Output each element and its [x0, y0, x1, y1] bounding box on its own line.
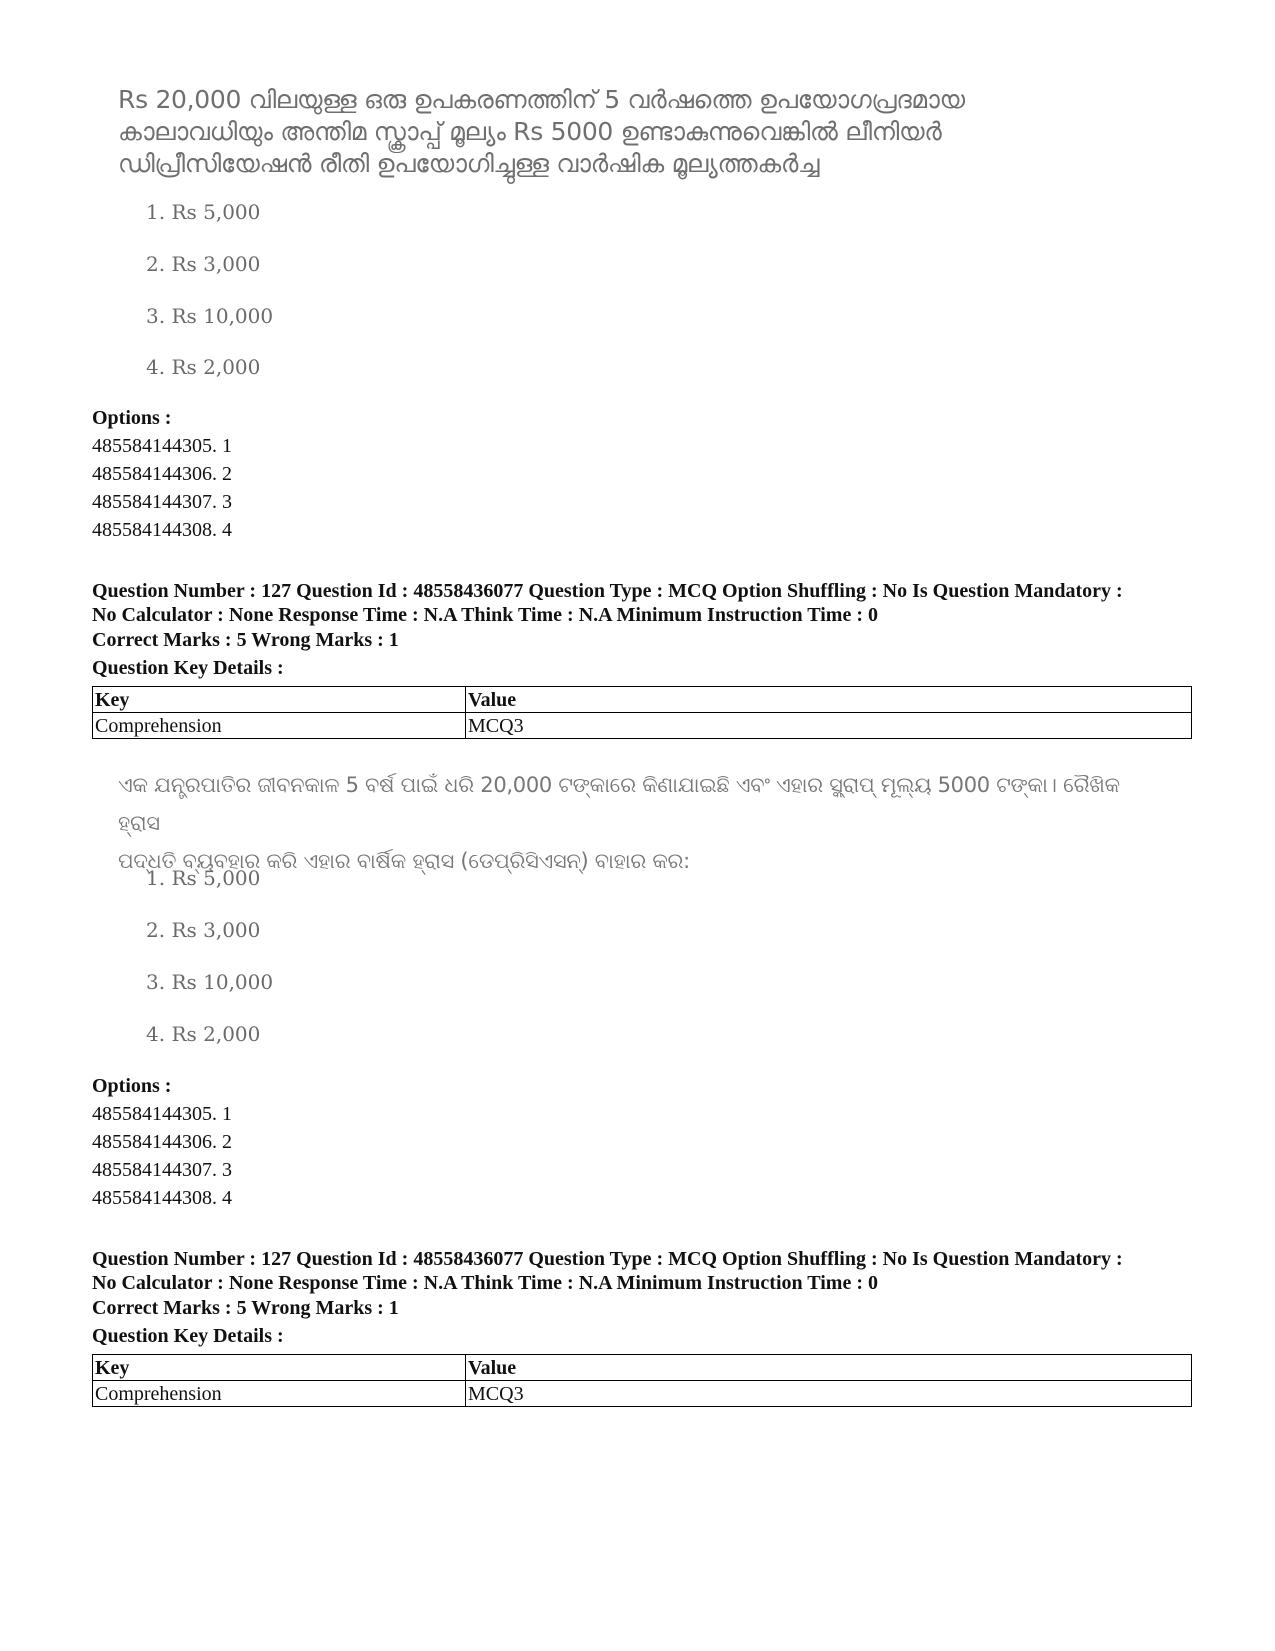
table-cell: MCQ3 — [466, 1381, 1192, 1407]
question-meta-line: Question Number : 127 Question Id : 48558436077 Question Type : MCQ Option Shuffling : No Is Question Mandatory : — [92, 580, 1123, 602]
option-id-line: 485584144305. 1 — [92, 1103, 232, 1125]
question-stem-line: ପଦ୍ଧତି ବ୍ୟବହାର କରି ଏହାର ବାର୍ଷିକ ହ୍ରାସ (ଡେପ୍ରିସିଏସନ୍) ବାହାର କର: — [118, 849, 690, 873]
table-cell: Comprehension — [93, 713, 466, 739]
key-details-table — [92, 686, 1192, 739]
key-details-label: Question Key Details : — [92, 657, 284, 679]
choice-2: 2. Rs 3,000 — [146, 252, 261, 276]
choice-3: 3. Rs 10,000 — [146, 970, 274, 994]
question-meta-line: No Calculator : None Response Time : N.A Think Time : N.A Minimum Instruction Time : 0 — [92, 1272, 878, 1294]
options-block — [92, 404, 1192, 544]
option-id-line: 485584144307. 3 — [92, 1159, 232, 1181]
options-label: Options : — [92, 407, 172, 429]
option-id-line: 485584144306. 2 — [92, 463, 232, 485]
choice-4: 4. Rs 2,000 — [146, 355, 261, 379]
marks-line: Correct Marks : 5 Wrong Marks : 1 — [92, 1297, 399, 1319]
table-header-cell: Key — [93, 1355, 466, 1381]
key-details-table — [92, 1354, 1192, 1407]
table-header-cell: Value — [466, 687, 1192, 713]
choice-2: 2. Rs 3,000 — [146, 918, 261, 942]
question-image-odia — [118, 766, 1158, 1046]
table-header-row — [93, 1355, 1192, 1381]
table-row — [93, 1381, 1192, 1407]
option-id-line: 485584144308. 4 — [92, 519, 232, 541]
options-block — [92, 1072, 1192, 1212]
question-stem-line: ഡിപ്രീസിയേഷൻ രീതി ഉപയോഗിച്ചുള്ള വാർഷിക മൂല്യത്തകർച്ച — [118, 149, 820, 178]
question-stem-line: Rs 20,000 വിലയുള്ള ഒരു ഉപകരണത്തിന് 5 വർഷത്തെ ഉപയോഗപ്രദമായ — [118, 85, 965, 114]
choice-4: 4. Rs 2,000 — [146, 1022, 261, 1046]
question-meta — [92, 579, 1202, 627]
question-meta-line: Question Number : 127 Question Id : 48558436077 Question Type : MCQ Option Shuffling : No Is Question Mandatory : — [92, 1248, 1123, 1270]
question-image-malayalam — [118, 84, 1158, 379]
table-header-cell: Value — [466, 1355, 1192, 1381]
option-id-line: 485584144306. 2 — [92, 1131, 232, 1153]
question-meta-line: No Calculator : None Response Time : N.A Think Time : N.A Minimum Instruction Time : 0 — [92, 604, 878, 626]
option-id-line: 485584144307. 3 — [92, 491, 232, 513]
table-cell: MCQ3 — [466, 713, 1192, 739]
table-header-row — [93, 687, 1192, 713]
choice-1: 1. Rs 5,000 — [146, 200, 261, 224]
option-id-line: 485584144308. 4 — [92, 1187, 232, 1209]
option-id-line: 485584144305. 1 — [92, 435, 232, 457]
marks-line: Correct Marks : 5 Wrong Marks : 1 — [92, 629, 399, 651]
choice-1: 1. Rs 5,000 — [146, 866, 261, 890]
question-stem-line: കാലാവധിയും അന്തിമ സ്ക്രാപ്പ് മൂല്യം Rs 5000 ഉണ്ടാകുന്നുവെങ്കിൽ ലീനിയർ — [118, 117, 942, 146]
options-label: Options : — [92, 1075, 172, 1097]
table-header-cell: Key — [93, 687, 466, 713]
table-row — [93, 713, 1192, 739]
question-stem-line: ଏକ ଯନ୍ତ୍ରପାତିର ଜୀବନକାଳ 5 ବର୍ଷ ପାଇଁ ଧରି 20,000 ଟଙ୍କାରେ କିଣାଯାଇଛି ଏବଂ ଏହାର ସ୍କ୍ରାପ୍ ମୂଲ୍ୟ 5000 ଟଙ୍କା। ରୈଖିକ ହ୍ରାସ — [118, 773, 1120, 835]
choice-3: 3. Rs 10,000 — [146, 304, 274, 328]
key-details-label: Question Key Details : — [92, 1325, 284, 1347]
question-meta — [92, 1247, 1202, 1295]
table-cell: Comprehension — [93, 1381, 466, 1407]
